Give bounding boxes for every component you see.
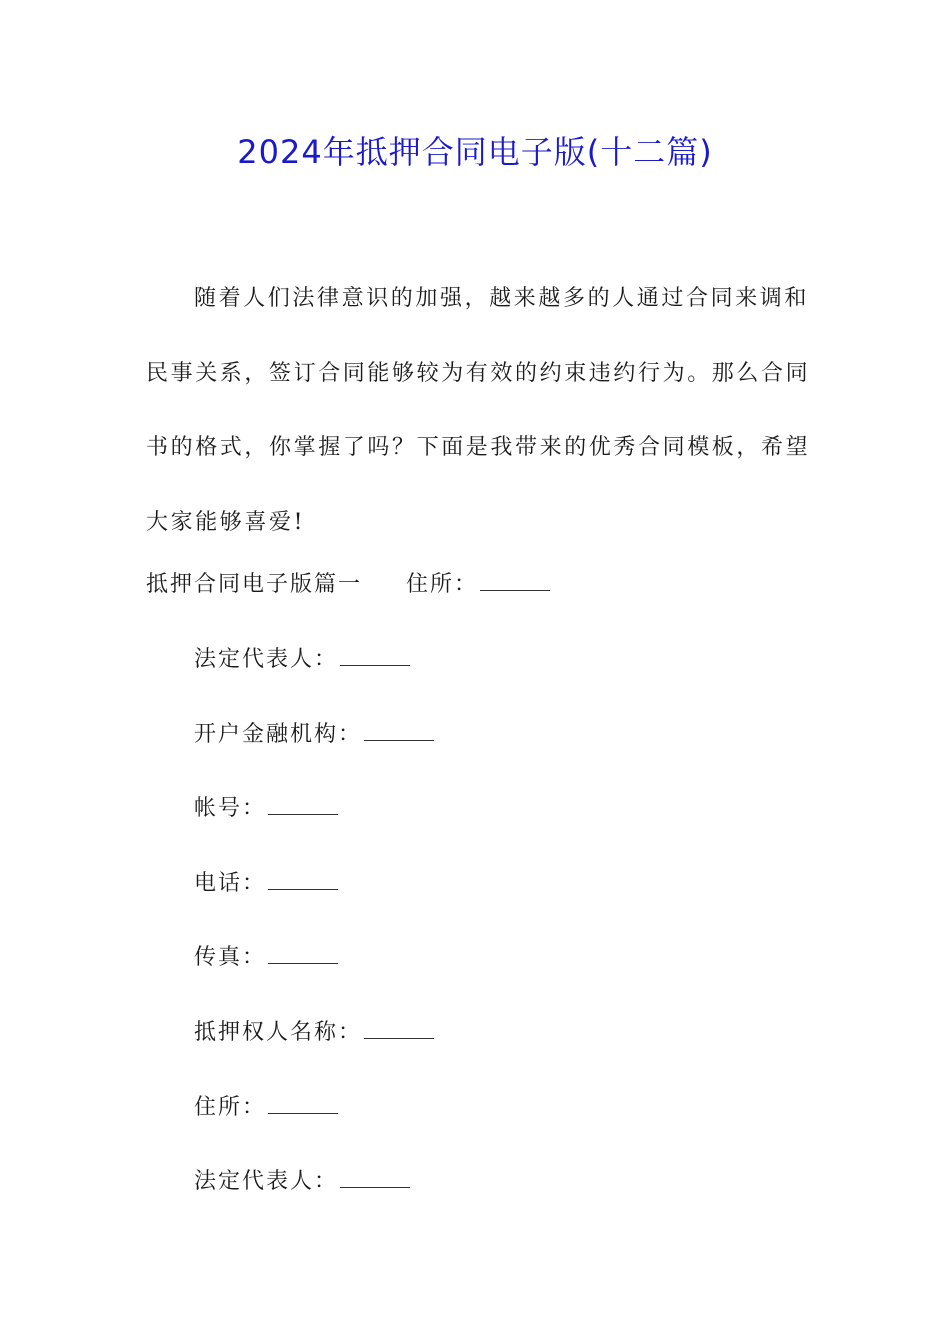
field-label: 传真： xyxy=(194,945,267,970)
intro-line: 大家能够喜爱! xyxy=(146,509,306,535)
field-row xyxy=(194,867,338,900)
field-row xyxy=(194,643,410,676)
field-row xyxy=(194,941,338,974)
section-heading-row xyxy=(146,568,550,601)
field-row xyxy=(194,718,434,751)
field-label: 帐号： xyxy=(194,796,267,821)
field-row xyxy=(194,1016,434,1049)
field-row xyxy=(194,1091,338,1124)
document-title: 2024年抵押合同电子版(十二篇) xyxy=(237,133,713,171)
field-label: 抵押权人名称： xyxy=(194,1020,363,1045)
field-label: 电话： xyxy=(194,871,267,896)
field-label: 开户金融机构： xyxy=(194,722,363,747)
fill-blank xyxy=(340,643,410,666)
intro-line: 随着人们法律意识的加强，越来越多的人通过合同来调和 xyxy=(194,286,810,311)
fill-blank xyxy=(364,718,434,741)
intro-line: 民事关系，签订合同能够较为有效的约束违约行为。那么合同 xyxy=(146,360,811,386)
fill-blank xyxy=(268,867,338,890)
field-label: 法定代表人： xyxy=(194,1169,339,1194)
fill-blank xyxy=(268,1091,338,1114)
fill-blank xyxy=(340,1165,410,1188)
field-row xyxy=(194,792,338,825)
intro-paragraph xyxy=(146,262,811,560)
field-label: 法定代表人： xyxy=(194,647,339,672)
fill-blank xyxy=(268,792,338,815)
field-label: 住所： xyxy=(406,572,479,597)
field-row xyxy=(194,1165,410,1198)
section-heading: 抵押合同电子版篇一 xyxy=(146,572,363,597)
fill-blank xyxy=(480,568,550,591)
intro-line: 书的格式，你掌握了吗？下面是我带来的优秀合同模板，希望 xyxy=(146,435,811,460)
field-label: 住所： xyxy=(194,1095,267,1120)
fill-blank xyxy=(364,1016,434,1039)
fill-blank xyxy=(268,941,338,964)
